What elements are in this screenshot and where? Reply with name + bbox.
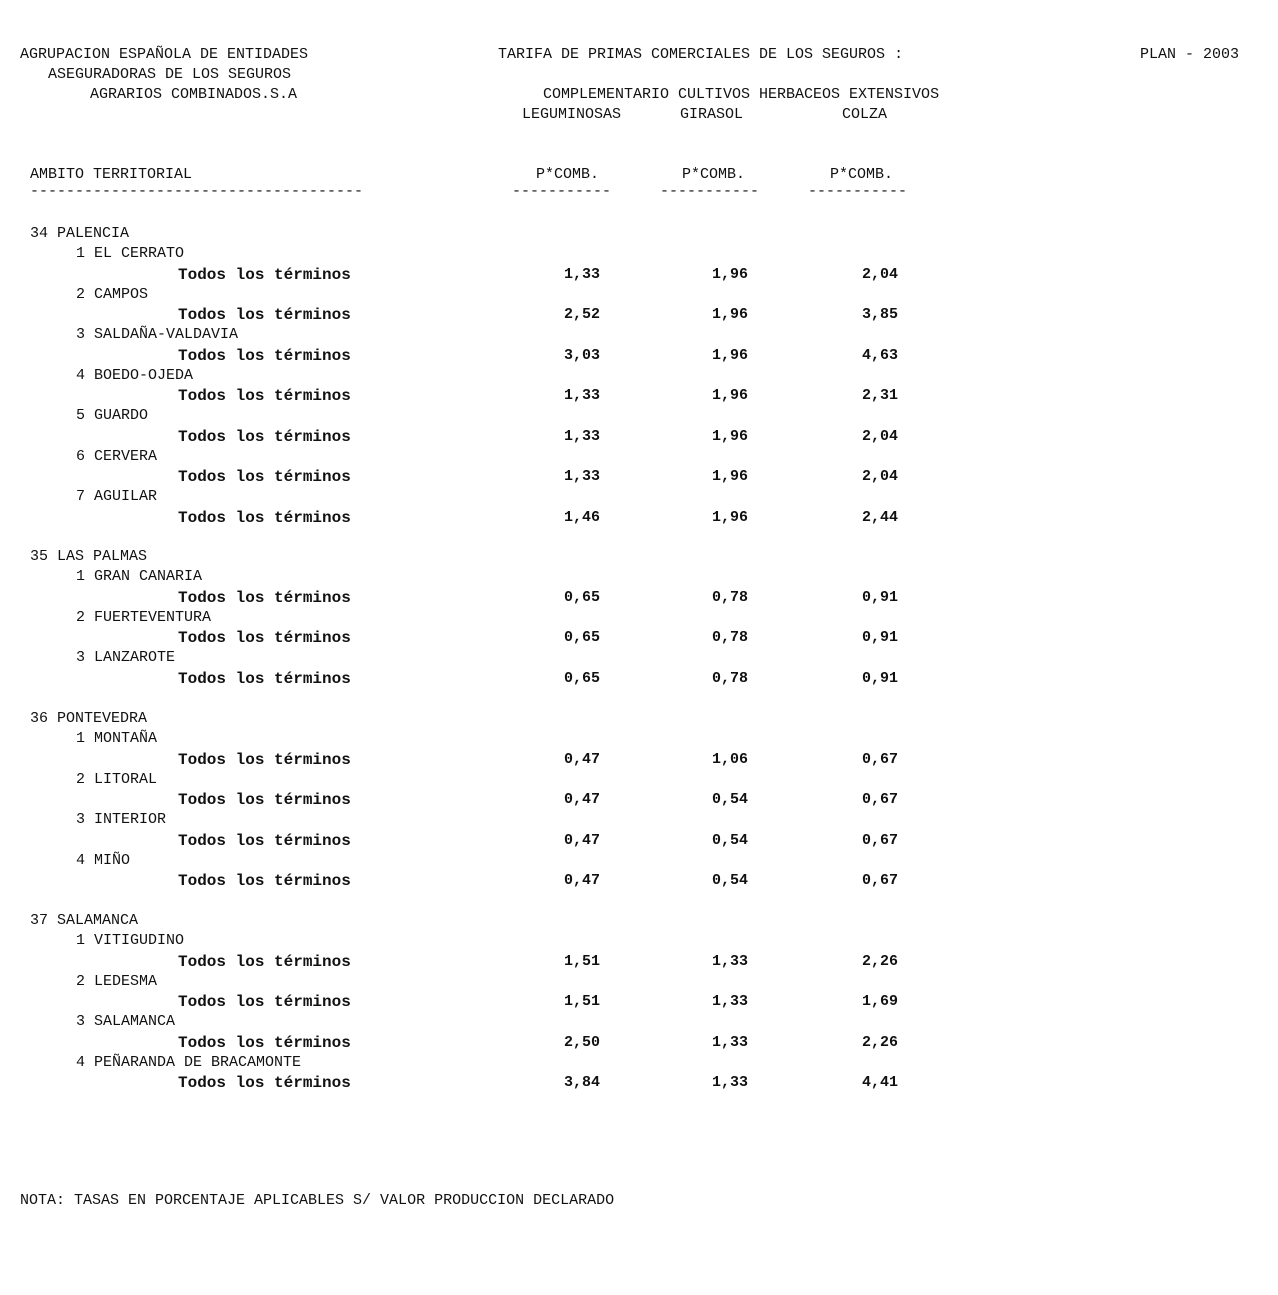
zone-terms: Todos los términos — [178, 831, 351, 850]
premium-value-col1: 0,65 — [563, 588, 600, 606]
premium-value-col2: 1,33 — [711, 993, 748, 1010]
zone-terms: Todos los términos — [178, 872, 351, 890]
zone-terms: Todos los términos — [178, 427, 351, 446]
zone-name: 7 AGUILAR — [76, 488, 158, 506]
premium-value-col2: 0,78 — [711, 588, 748, 606]
crop-header-colza: COLZA — [842, 106, 888, 123]
zone-terms: Todos los términos — [178, 468, 351, 486]
premium-value-col1: 1,51 — [563, 993, 600, 1010]
premium-value-col3: 2,04 — [861, 468, 898, 485]
zone-name: 1 GRAN CANARIA — [76, 568, 203, 586]
premium-value-col1: 1,46 — [563, 508, 600, 526]
premium-value-col2: 0,54 — [711, 831, 748, 849]
zone-terms: Todos los términos — [178, 993, 351, 1011]
premium-value-col2: 1,96 — [711, 387, 748, 404]
territory-column-header: AMBITO TERRITORIAL — [30, 166, 193, 183]
premium-value-col3: 1,69 — [861, 993, 898, 1010]
zone-terms: Todos los términos — [178, 669, 351, 688]
province-heading: 37 SALAMANCA — [30, 912, 139, 929]
premium-value-col3: 2,44 — [861, 508, 898, 526]
zone-terms: Todos los términos — [178, 629, 351, 647]
zone-terms: Todos los términos — [178, 265, 351, 284]
premium-value-col1: 0,47 — [563, 831, 600, 849]
premium-value-col1: 1,33 — [563, 427, 600, 445]
premium-value-col1: 0,65 — [563, 669, 600, 687]
zone-terms: Todos los términos — [178, 1074, 351, 1092]
premium-value-col2: 0,54 — [711, 791, 748, 808]
zone-terms: Todos los términos — [178, 306, 351, 324]
premium-value-col2: 1,96 — [711, 468, 748, 485]
premium-value-col3: 2,26 — [861, 952, 898, 970]
premium-value-col1: 0,47 — [563, 872, 600, 889]
zone-name: 3 SALDAÑA-VALDAVIA — [76, 326, 239, 344]
premium-value-col1: 3,03 — [563, 346, 600, 364]
org-name-line3: AGRARIOS COMBINADOS.S.A — [90, 86, 298, 103]
tariff-title: TARIFA DE PRIMAS COMERCIALES DE LOS SEGUROS : — [498, 46, 904, 63]
zone-name: 2 CAMPOS — [76, 285, 149, 303]
crop-header-leguminosas: LEGUMINOSAS — [522, 106, 622, 123]
zone-terms: Todos los términos — [178, 952, 351, 971]
zone-terms: Todos los términos — [178, 346, 351, 365]
premium-value-col3: 2,04 — [861, 265, 898, 283]
premium-value-col3: 0,91 — [861, 669, 898, 687]
zone-name: 2 LEDESMA — [76, 972, 158, 990]
premium-value-col3: 2,31 — [861, 387, 898, 404]
premium-value-col3: 0,67 — [861, 791, 898, 808]
zone-name: 1 MONTAÑA — [76, 730, 158, 748]
premium-value-col2: 1,96 — [711, 306, 748, 323]
territory-underline: ------------------------------------- — [30, 183, 364, 200]
premium-value-col1: 2,50 — [563, 1033, 600, 1051]
org-name-line2: ASEGURADORAS DE LOS SEGUROS — [48, 66, 292, 83]
zone-name: 2 FUERTEVENTURA — [76, 608, 212, 626]
zone-name: 5 GUARDO — [76, 407, 149, 425]
premium-column-header-3: P*COMB. — [830, 166, 894, 183]
premium-underline-3: ----------- — [808, 183, 908, 200]
premium-value-col2: 0,78 — [711, 629, 748, 646]
premium-value-col1: 2,52 — [563, 306, 600, 323]
plan-label: PLAN - 2003 — [1140, 46, 1240, 63]
zone-terms: Todos los términos — [178, 750, 351, 769]
premium-value-col1: 1,33 — [563, 468, 600, 485]
zone-name: 1 VITIGUDINO — [76, 932, 185, 950]
premium-value-col2: 0,54 — [711, 872, 748, 889]
premium-value-col2: 1,96 — [711, 265, 748, 283]
zone-terms: Todos los términos — [178, 588, 351, 607]
premium-value-col3: 0,67 — [861, 872, 898, 889]
premium-value-col2: 1,33 — [711, 1074, 748, 1091]
zone-name: 4 BOEDO-OJEDA — [76, 366, 194, 384]
premium-value-col3: 0,91 — [861, 588, 898, 606]
zone-terms: Todos los términos — [178, 387, 351, 405]
premium-value-col1: 3,84 — [563, 1074, 600, 1091]
premium-value-col1: 1,33 — [563, 265, 600, 283]
premium-value-col2: 1,96 — [711, 427, 748, 445]
premium-value-col3: 0,91 — [861, 629, 898, 646]
premium-value-col2: 1,33 — [711, 1033, 748, 1051]
premium-value-col3: 2,26 — [861, 1033, 898, 1051]
footer-note: NOTA: TASAS EN PORCENTAJE APLICABLES S/ VALOR PRODUCCION DECLARADO — [20, 1192, 615, 1209]
tariff-subtitle: COMPLEMENTARIO CULTIVOS HERBACEOS EXTENSIVOS — [543, 86, 940, 103]
province-heading: 34 PALENCIA — [30, 225, 130, 242]
premium-value-col3: 2,04 — [861, 427, 898, 445]
premium-value-col3: 0,67 — [861, 750, 898, 768]
premium-column-header-1: P*COMB. — [536, 166, 600, 183]
premium-underline-1: ----------- — [512, 183, 612, 200]
premium-value-col3: 3,85 — [861, 306, 898, 323]
zone-terms: Todos los términos — [178, 1033, 351, 1052]
zone-name: 4 PEÑARANDA DE BRACAMONTE — [76, 1053, 302, 1071]
premium-value-col1: 0,47 — [563, 791, 600, 808]
premium-value-col1: 1,33 — [563, 387, 600, 404]
premium-value-col3: 4,63 — [861, 346, 898, 364]
premium-underline-2: ----------- — [660, 183, 760, 200]
premium-column-header-2: P*COMB. — [682, 166, 746, 183]
zone-name: 3 INTERIOR — [76, 811, 167, 829]
premium-value-col2: 1,96 — [711, 508, 748, 526]
premium-value-col2: 1,96 — [711, 346, 748, 364]
province-heading: 36 PONTEVEDRA — [30, 710, 148, 727]
premium-value-col1: 0,65 — [563, 629, 600, 646]
zone-name: 4 MIÑO — [76, 851, 131, 869]
premium-value-col2: 1,06 — [711, 750, 748, 768]
zone-name: 6 CERVERA — [76, 447, 158, 465]
zone-terms: Todos los términos — [178, 791, 351, 809]
premium-value-col3: 0,67 — [861, 831, 898, 849]
premium-value-col1: 1,51 — [563, 952, 600, 970]
crop-header-girasol: GIRASOL — [680, 106, 744, 123]
premium-value-col2: 1,33 — [711, 952, 748, 970]
premium-value-col1: 0,47 — [563, 750, 600, 768]
org-name-line1: AGRUPACION ESPAÑOLA DE ENTIDADES — [20, 46, 309, 63]
zone-name: 3 LANZAROTE — [76, 649, 176, 667]
premium-value-col2: 0,78 — [711, 669, 748, 687]
zone-name: 1 EL CERRATO — [76, 245, 185, 263]
zone-terms: Todos los términos — [178, 508, 351, 527]
province-heading: 35 LAS PALMAS — [30, 548, 148, 565]
zone-name: 2 LITORAL — [76, 770, 158, 788]
zone-name: 3 SALAMANCA — [76, 1013, 176, 1031]
premium-value-col3: 4,41 — [861, 1074, 898, 1091]
